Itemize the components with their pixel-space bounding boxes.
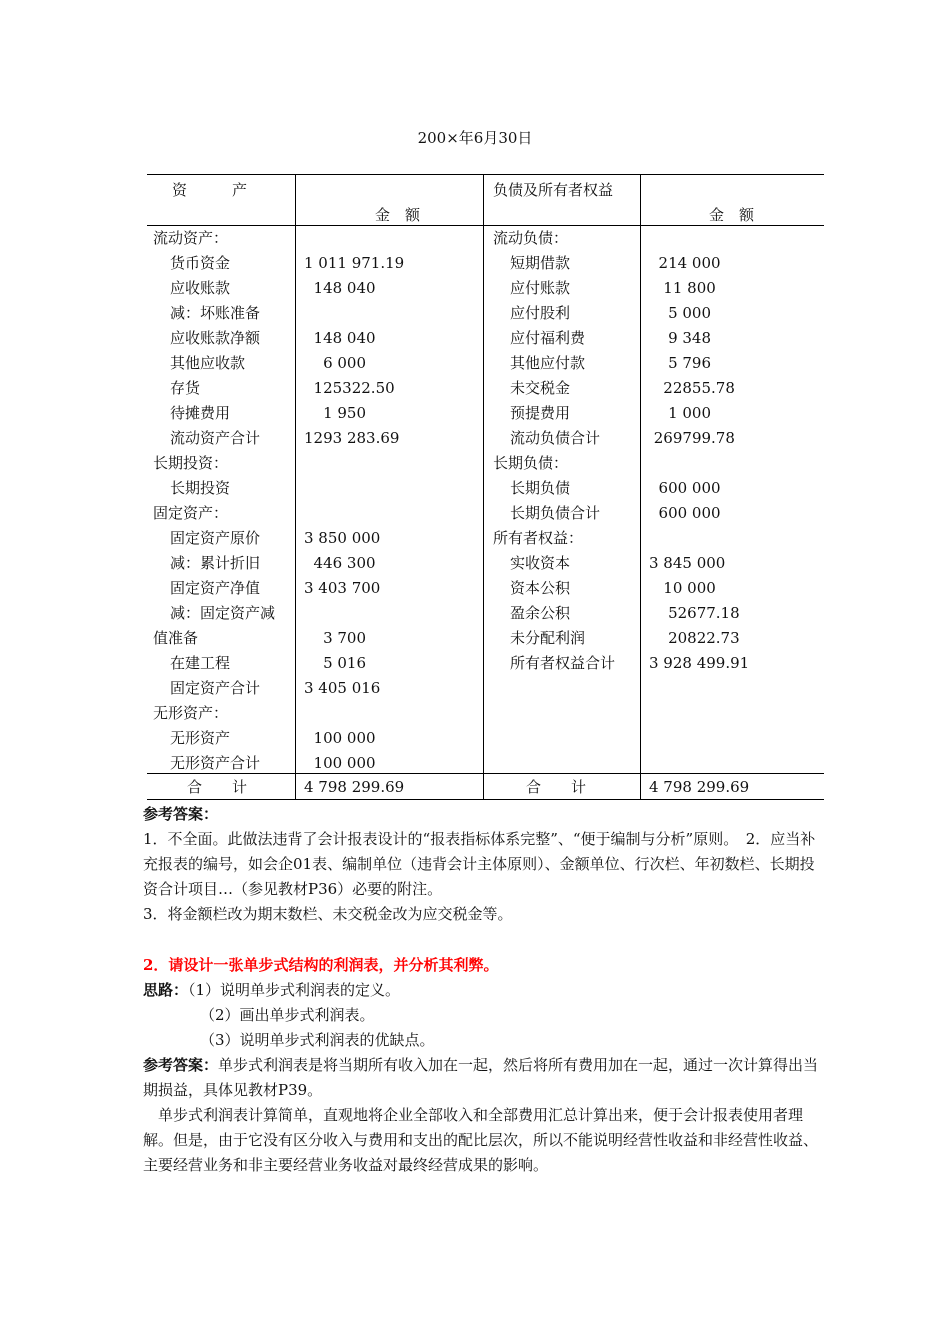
right-row-label: 长期负债合计 <box>510 504 601 522</box>
right-row-value: 9 348 <box>649 329 712 347</box>
right-row-value: 1 000 <box>649 404 712 422</box>
right-row-label: 应付股利 <box>510 304 571 322</box>
column-divider-3 <box>640 174 641 800</box>
left-row-label: 流动资产： <box>153 229 229 247</box>
header-amount-right: 金 额 <box>709 206 755 224</box>
left-row-value: 148 040 <box>304 279 376 297</box>
answer-paragraph-2: 3．将金额栏改为期末数栏、未交税金改为应交税金等。 <box>143 905 513 923</box>
right-row-label: 应付账款 <box>510 279 571 297</box>
column-divider-2 <box>483 174 484 800</box>
left-row-label: 应收账款净额 <box>170 329 261 347</box>
left-row-label: 固定资产原价 <box>170 529 261 547</box>
right-row-label: 流动负债： <box>493 229 569 247</box>
header-liabilities: 负债及所有者权益 <box>493 181 614 199</box>
left-row-label: 减：固定资产减 <box>170 604 276 622</box>
approach-item-2: （2）画出单步式利润表。 <box>200 1006 375 1024</box>
balance-sheet-table <box>147 174 824 800</box>
left-row-label: 减：累计折旧 <box>170 554 261 572</box>
left-row-value: 1 950 <box>304 404 367 422</box>
right-row-label: 未分配利润 <box>510 629 586 647</box>
right-row-label: 实收资本 <box>510 554 571 572</box>
total-label-right: 合 计 <box>526 778 587 796</box>
left-row-label: 固定资产净值 <box>170 579 261 597</box>
left-row-label: 其他应收款 <box>170 354 246 372</box>
right-row-label: 长期负债 <box>510 479 571 497</box>
answer2-label: 参考答案： <box>143 1056 219 1074</box>
approach-line-1 <box>143 978 823 1003</box>
right-row-label: 应付福利费 <box>510 329 586 347</box>
left-row-label: 无形资产 <box>170 729 231 747</box>
question-2-heading: 2．请设计一张单步式结构的利润表，并分析其利弊。 <box>143 956 499 974</box>
left-row-label: 无形资产合计 <box>170 754 261 772</box>
left-row-label: 固定资产： <box>153 504 229 522</box>
right-row-label: 盈余公积 <box>510 604 571 622</box>
report-date: 200×年6月30日 <box>417 129 533 147</box>
left-row-label: 在建工程 <box>170 654 231 672</box>
right-row-value: 5 796 <box>649 354 712 372</box>
left-row-value: 100 000 <box>304 729 376 747</box>
approach-item-3: （3）说明单步式利润表的优缺点。 <box>200 1031 435 1049</box>
left-row-value: 3 850 000 <box>304 529 381 547</box>
answer2-text-1: 单步式利润表是将当期所有收入加在一起，然后将所有费用加在一起，通过一次计算得出当期损益，具体见教材P39。 <box>143 1056 819 1099</box>
left-row-value: 3 405 016 <box>304 679 381 697</box>
right-row-value: 600 000 <box>649 479 721 497</box>
left-row-value: 1293 283.69 <box>304 429 400 447</box>
left-row-value: 100 000 <box>304 754 376 772</box>
header-divider <box>147 225 824 226</box>
left-row-value: 446 300 <box>304 554 376 572</box>
left-row-label: 应收账款 <box>170 279 231 297</box>
answer2-paragraph-2: 单步式利润表计算简单，直观地将企业全部收入和全部费用汇总计算出来，便于会计报表使用者理解。但是，由于它没有区分收入与费用和支出的配比层次，所以不能说明经营性收益和非经营性收益、主要经营业务和非主要经营业务收益对最终经营成果的影响。 <box>143 1106 819 1174</box>
right-row-value: 269799.78 <box>649 429 735 447</box>
right-row-value: 214 000 <box>649 254 721 272</box>
left-row-value: 125322.50 <box>304 379 395 397</box>
total-label-left: 合 计 <box>187 778 248 796</box>
left-row-label: 值准备 <box>153 629 199 647</box>
approach-label: 思路： <box>143 981 189 999</box>
left-row-label: 长期投资 <box>170 479 231 497</box>
right-row-value: 22855.78 <box>649 379 735 397</box>
right-row-label: 资本公积 <box>510 579 571 597</box>
total-value-left: 4 798 299.69 <box>304 778 405 796</box>
left-row-value: 6 000 <box>304 354 367 372</box>
total-value-right: 4 798 299.69 <box>649 778 750 796</box>
left-row-label: 待摊费用 <box>170 404 231 422</box>
left-row-label: 货币资金 <box>170 254 231 272</box>
right-row-value: 3 928 499.91 <box>649 654 750 672</box>
left-row-value: 3 700 <box>304 629 367 647</box>
approach-item-1: （1）说明单步式利润表的定义。 <box>188 981 401 999</box>
left-row-label: 固定资产合计 <box>170 679 261 697</box>
right-row-value: 52677.18 <box>649 604 740 622</box>
left-row-label: 流动资产合计 <box>170 429 261 447</box>
right-row-value: 600 000 <box>649 504 721 522</box>
right-row-label: 所有者权益： <box>493 529 584 547</box>
answer-heading: 参考答案： <box>143 805 219 823</box>
right-row-label: 预提费用 <box>510 404 571 422</box>
right-row-label: 未交税金 <box>510 379 571 397</box>
right-row-label: 长期负债： <box>493 454 569 472</box>
left-row-label: 无形资产： <box>153 704 229 722</box>
left-row-value: 3 403 700 <box>304 579 381 597</box>
answer-paragraph-1: 1．不全面。此做法违背了会计报表设计的“报表指标体系完整”、“便于编制与分析”原则。 2．应当补充报表的编号，如会企01表、编制单位（违背会计主体原则）、金额单位、行次栏、年初数栏、长期投资合计项目…（参见教材P36）必要的附注。 <box>143 830 816 898</box>
right-row-value: 11 800 <box>649 279 716 297</box>
table-top-border <box>147 174 824 175</box>
right-row-label: 所有者权益合计 <box>510 654 616 672</box>
left-row-label: 减：坏账准备 <box>170 304 261 322</box>
right-row-label: 短期借款 <box>510 254 571 272</box>
right-row-value: 3 845 000 <box>649 554 726 572</box>
left-row-value: 5 016 <box>304 654 367 672</box>
left-row-value: 148 040 <box>304 329 376 347</box>
left-row-label: 存货 <box>170 379 201 397</box>
right-row-value: 20822.73 <box>649 629 740 647</box>
left-row-value: 1 011 971.19 <box>304 254 405 272</box>
header-assets: 资 产 <box>172 181 248 199</box>
column-divider-1 <box>295 174 296 800</box>
right-row-value: 10 000 <box>649 579 716 597</box>
right-row-label: 其他应付款 <box>510 354 586 372</box>
right-row-value: 5 000 <box>649 304 712 322</box>
header-amount-left: 金 额 <box>375 206 421 224</box>
answer2-paragraph-1 <box>143 1053 823 1103</box>
left-row-label: 长期投资： <box>153 454 229 472</box>
right-row-label: 流动负债合计 <box>510 429 601 447</box>
